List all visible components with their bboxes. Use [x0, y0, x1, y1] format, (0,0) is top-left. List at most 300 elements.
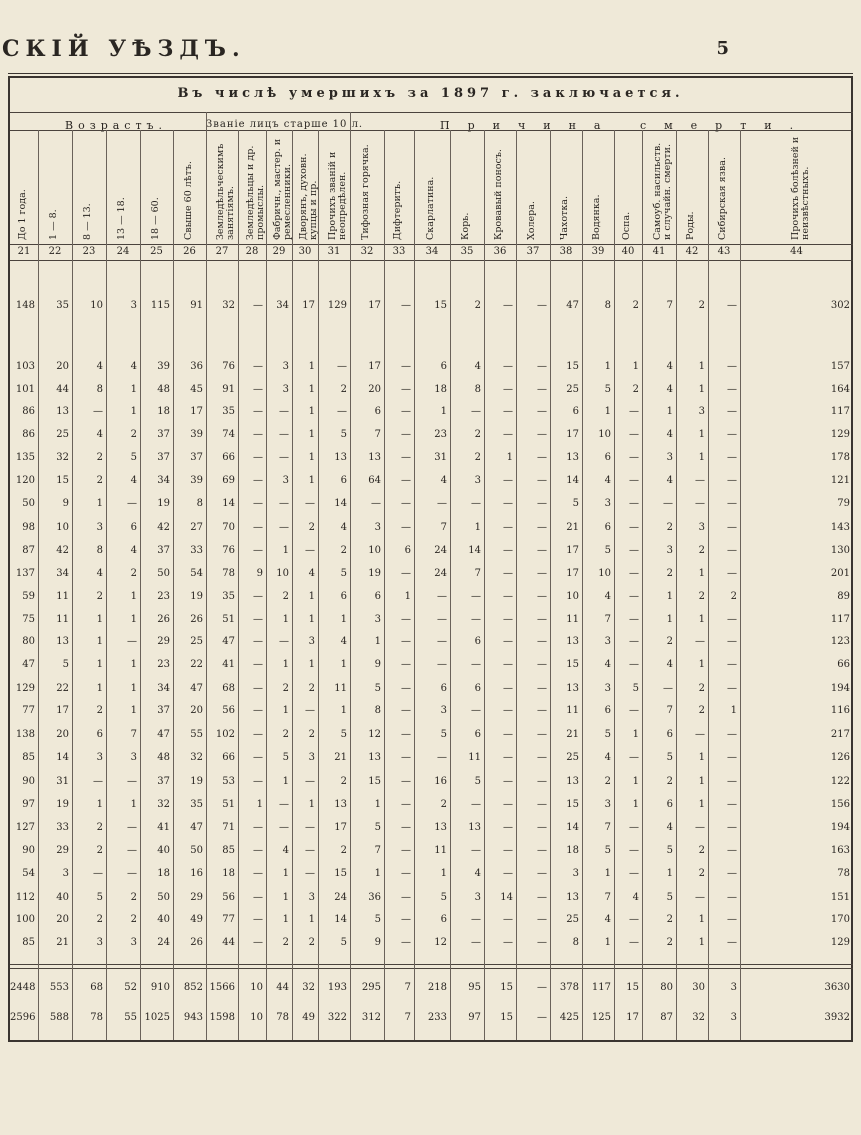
column-header-label: Дворянъ, духовн. купцы и пр.	[298, 153, 319, 240]
table-cell: —	[537, 799, 547, 810]
totals-cell: 3	[730, 982, 737, 993]
table-cell: 25	[190, 636, 203, 647]
table-cell: 1	[96, 636, 103, 647]
totals-cell: 3630	[824, 982, 850, 993]
table-cell: 4	[130, 475, 137, 486]
table-cell: 13	[566, 683, 579, 694]
table-cell: 48	[157, 384, 170, 395]
table-cell: 17	[190, 406, 203, 417]
table-cell: —	[503, 384, 513, 395]
table-cell: 8	[474, 384, 481, 395]
table-cell: 26	[157, 614, 170, 625]
table-cell: 32	[222, 300, 235, 311]
totals-cell: 80	[660, 982, 673, 993]
table-cell: 157	[830, 361, 850, 372]
table-cell: 1	[96, 683, 103, 694]
table-cell: 78	[222, 568, 235, 579]
table-cell: —	[401, 659, 411, 670]
table-cell: —	[253, 752, 263, 763]
totals-cell: 378	[559, 982, 579, 993]
table-cell: —	[537, 729, 547, 740]
table-cell: —	[629, 845, 639, 856]
group-header-rank: Званіе лицъ старше 10 л.	[206, 119, 364, 130]
table-cell: 1	[130, 591, 137, 602]
table-cell: —	[629, 752, 639, 763]
table-cell: 1	[308, 659, 315, 670]
table-cell: —	[471, 659, 481, 670]
table-cell: —	[537, 892, 547, 903]
table-cell: —	[727, 614, 737, 625]
table-cell: 3	[282, 384, 289, 395]
table-cell: —	[663, 498, 673, 509]
table-cell: 14	[500, 892, 513, 903]
table-cell: 2	[96, 914, 103, 925]
table-cell: 4	[474, 868, 481, 879]
table-cell: 4	[308, 568, 315, 579]
table-cell: 15	[566, 659, 579, 670]
table-cell: —	[279, 498, 289, 509]
column-header-label: Водянка.	[591, 194, 602, 240]
table-cell: 148	[15, 300, 35, 311]
table-cell: —	[471, 799, 481, 810]
column-header-label: Роды.	[685, 211, 696, 240]
column-number: 43	[717, 246, 731, 257]
table-cell: 1	[282, 892, 289, 903]
table-cell: 32	[190, 752, 203, 763]
table-cell: 6	[130, 522, 137, 533]
table-cell: 8	[572, 937, 579, 948]
column-number: 44	[790, 246, 803, 257]
table-cell: 33	[56, 822, 69, 833]
table-cell: 4	[666, 384, 673, 395]
table-cell: 5	[282, 752, 289, 763]
table-cell: 21	[334, 752, 347, 763]
table-cell: 59	[22, 591, 35, 602]
column-header-label: 8 — 13.	[82, 203, 93, 240]
table-cell: 5	[374, 914, 381, 925]
table-cell: 7	[374, 845, 381, 856]
mortality-table	[8, 76, 853, 1042]
table-cell: 1	[632, 361, 639, 372]
totals-cell: 233	[427, 1012, 447, 1023]
table-cell: 34	[276, 300, 289, 311]
table-cell: —	[727, 659, 737, 670]
table-cell: —	[253, 705, 263, 716]
table-cell: 4	[96, 361, 103, 372]
table-cell: 4	[96, 429, 103, 440]
table-cell: 34	[157, 475, 170, 486]
column-rule	[484, 130, 485, 1040]
table-cell: 74	[222, 429, 235, 440]
table-cell: —	[371, 498, 381, 509]
table-cell: 47	[190, 683, 203, 694]
table-cell: —	[537, 937, 547, 948]
table-cell: —	[727, 406, 737, 417]
table-cell: 1	[308, 361, 315, 372]
table-cell: 76	[222, 545, 235, 556]
table-cell: 50	[157, 568, 170, 579]
table-cell: 55	[190, 729, 203, 740]
table-cell: —	[401, 729, 411, 740]
table-cell: 45	[190, 384, 203, 395]
table-cell: —	[127, 845, 137, 856]
table-cell: 6	[604, 522, 611, 533]
column-rule	[238, 130, 239, 1040]
totals-cell: 193	[327, 982, 347, 993]
table-cell: 4	[604, 659, 611, 670]
table-cell: 3	[96, 937, 103, 948]
table-cell: 1	[404, 591, 411, 602]
table-cell: —	[629, 522, 639, 533]
table-cell: 20	[190, 705, 203, 716]
table-cell: —	[503, 429, 513, 440]
table-cell: 18	[566, 845, 579, 856]
column-rule	[173, 130, 174, 1040]
table-cell: 14	[334, 914, 347, 925]
table-cell: 1	[698, 799, 705, 810]
table-cell: —	[537, 475, 547, 486]
table-cell: 13	[566, 452, 579, 463]
table-cell: 14	[56, 752, 69, 763]
table-cell: —	[503, 522, 513, 533]
table-cell: —	[537, 498, 547, 509]
totals-cell: 7	[404, 982, 411, 993]
table-cell: —	[401, 892, 411, 903]
table-cell: 3	[282, 361, 289, 372]
table-cell: —	[727, 868, 737, 879]
table-cell: 143	[830, 522, 850, 533]
table-cell: 4	[130, 361, 137, 372]
table-cell: 8	[96, 545, 103, 556]
table-cell: 31	[56, 776, 69, 787]
table-cell: —	[401, 300, 411, 311]
column-rule	[266, 130, 267, 1040]
table-cell: 90	[22, 776, 35, 787]
table-cell: 101	[15, 384, 35, 395]
column-number: 26	[183, 246, 196, 257]
table-cell: 37	[157, 545, 170, 556]
table-cell: —	[253, 522, 263, 533]
table-cell: 37	[190, 452, 203, 463]
table-cell: —	[305, 868, 315, 879]
table-cell: 10	[90, 300, 103, 311]
table-cell: 5	[572, 498, 579, 509]
table-cell: 23	[157, 659, 170, 670]
table-cell: 2	[96, 591, 103, 602]
table-cell: 48	[157, 752, 170, 763]
table-cell: —	[727, 636, 737, 647]
table-cell: —	[537, 822, 547, 833]
table-cell: 17	[56, 705, 69, 716]
table-cell: 2	[340, 845, 347, 856]
table-cell: 3	[572, 868, 579, 879]
totals-cell: 10	[250, 1012, 263, 1023]
table-cell: 138	[15, 729, 35, 740]
table-cell: 3	[130, 300, 137, 311]
column-rule	[450, 130, 451, 1040]
table-cell: 156	[830, 799, 850, 810]
table-cell: —	[93, 868, 103, 879]
column-number: 21	[17, 246, 31, 257]
table-cell: 11	[334, 683, 347, 694]
table-cell: 6	[404, 545, 411, 556]
table-cell: 36	[368, 892, 381, 903]
table-cell: 37	[157, 776, 170, 787]
table-cell: 70	[222, 522, 235, 533]
table-cell: 20	[368, 384, 381, 395]
table-cell: —	[471, 937, 481, 948]
table-cell: 35	[56, 300, 69, 311]
table-cell: —	[253, 683, 263, 694]
column-number: 42	[685, 246, 699, 257]
table-cell: 9	[256, 568, 263, 579]
column-number: 29	[272, 246, 286, 257]
table-cell: 2	[666, 914, 673, 925]
table-cell: —	[537, 752, 547, 763]
table-cell: 151	[830, 892, 850, 903]
table-cell: —	[471, 614, 481, 625]
table-cell: 24	[434, 568, 447, 579]
table-cell: 112	[15, 892, 35, 903]
table-cell: 24	[334, 892, 347, 903]
totals-cell: 910	[150, 982, 170, 993]
totals-cell: 15	[626, 982, 639, 993]
table-cell: 1	[604, 868, 611, 879]
table-cell: 127	[15, 822, 35, 833]
table-cell: 201	[830, 568, 850, 579]
table-cell: —	[253, 659, 263, 670]
table-cell: 5	[440, 892, 447, 903]
column-number: 28	[245, 246, 259, 257]
table-cell: —	[537, 522, 547, 533]
table-cell: —	[401, 914, 411, 925]
table-cell: 3	[474, 475, 481, 486]
table-cell: 71	[222, 822, 235, 833]
table-cell: 5	[632, 683, 639, 694]
table-cell: —	[471, 705, 481, 716]
table-cell: 23	[434, 429, 447, 440]
table-cell: —	[253, 868, 263, 879]
table-cell: —	[471, 845, 481, 856]
table-cell: 1	[604, 406, 611, 417]
table-cell: 41	[222, 659, 235, 670]
table-cell: 41	[157, 822, 170, 833]
table-cell: 5	[604, 845, 611, 856]
table-cell: —	[537, 659, 547, 670]
table-cell: 2	[308, 683, 315, 694]
column-header-label: Чахотка.	[559, 196, 570, 240]
table-cell: —	[503, 361, 513, 372]
table-cell: 3	[604, 799, 611, 810]
table-cell: —	[537, 705, 547, 716]
table-cell: 31	[434, 452, 447, 463]
column-rule	[384, 130, 385, 1040]
table-cell: —	[305, 705, 315, 716]
table-cell: 1	[698, 452, 705, 463]
totals-cell: 312	[361, 1012, 381, 1023]
table-cell: 3	[666, 545, 673, 556]
table-cell: 2	[282, 683, 289, 694]
table-cell: —	[537, 429, 547, 440]
table-cell: —	[727, 937, 737, 948]
table-cell: 129	[15, 683, 35, 694]
table-cell: —	[401, 822, 411, 833]
table-cell: 14	[566, 475, 579, 486]
table-cell: 36	[190, 361, 203, 372]
table-cell: —	[727, 522, 737, 533]
table-cell: 3	[96, 752, 103, 763]
group-header-cause: Причина смерти.	[440, 119, 812, 132]
table-cell: 11	[566, 614, 579, 625]
table-cell: 2	[666, 522, 673, 533]
table-cell: 25	[566, 914, 579, 925]
table-cell: 4	[604, 591, 611, 602]
table-cell: 3	[282, 475, 289, 486]
table-cell: —	[253, 429, 263, 440]
table-cell: 7	[374, 429, 381, 440]
table-cell: 47	[190, 822, 203, 833]
table-cell: 39	[190, 429, 203, 440]
table-cell: 69	[222, 475, 235, 486]
table-cell: 2	[96, 475, 103, 486]
table-cell: —	[279, 822, 289, 833]
table-cell: —	[305, 498, 315, 509]
table-cell: —	[537, 406, 547, 417]
table-cell: 1	[96, 498, 103, 509]
table-cell: 13	[566, 892, 579, 903]
totals-cell: 95	[468, 982, 481, 993]
column-number: 22	[48, 246, 62, 257]
table-cell: —	[503, 659, 513, 670]
rule-totals-top2	[10, 968, 853, 969]
table-cell: —	[401, 522, 411, 533]
table-cell: 7	[666, 300, 673, 311]
totals-cell: 32	[692, 1012, 705, 1023]
totals-cell: 588	[49, 1012, 69, 1023]
page-header	[0, 30, 861, 70]
table-cell: 87	[22, 545, 35, 556]
table-cell: 17	[566, 568, 579, 579]
column-number: 40	[621, 246, 635, 257]
column-number: 41	[652, 246, 666, 257]
table-cell: —	[503, 937, 513, 948]
table-cell: —	[629, 545, 639, 556]
table-cell: 25	[56, 429, 69, 440]
table-cell: 15	[56, 475, 69, 486]
table-cell: 14	[566, 822, 579, 833]
table-cell: 1	[256, 799, 263, 810]
table-cell: —	[629, 822, 639, 833]
table-cell: 2	[698, 545, 705, 556]
table-cell: 6	[604, 705, 611, 716]
table-cell: —	[695, 892, 705, 903]
totals-cell: 30	[692, 982, 705, 993]
table-cell: 1	[130, 614, 137, 625]
table-cell: 34	[56, 568, 69, 579]
table-cell: 4	[340, 636, 347, 647]
table-cell: 2	[308, 522, 315, 533]
table-cell: 3	[698, 522, 705, 533]
table-cell: —	[537, 636, 547, 647]
table-cell: 3	[308, 892, 315, 903]
table-cell: 20	[56, 361, 69, 372]
column-header-label: Прочихъ болѣзней и неизвѣстныхъ.	[789, 136, 811, 240]
table-cell: 4	[604, 752, 611, 763]
totals-cell: 852	[183, 982, 203, 993]
table-cell: 115	[150, 300, 170, 311]
table-cell: 51	[222, 799, 235, 810]
table-cell: 123	[830, 636, 850, 647]
table-cell: —	[401, 845, 411, 856]
table-cell: 18	[222, 868, 235, 879]
totals-cell: 425	[559, 1012, 579, 1023]
table-cell: 120	[15, 475, 35, 486]
table-cell: —	[537, 384, 547, 395]
table-cell: 6	[604, 452, 611, 463]
table-cell: 3	[374, 522, 381, 533]
table-cell: 14	[334, 498, 347, 509]
table-cell: 9	[62, 498, 69, 509]
rule-colnums	[10, 260, 853, 261]
table-cell: 5	[440, 729, 447, 740]
table-cell: 6	[474, 636, 481, 647]
table-cell: 6	[96, 729, 103, 740]
table-cell: 1	[308, 914, 315, 925]
table-cell: 1	[282, 659, 289, 670]
table-cell: 27	[190, 522, 203, 533]
table-cell: 56	[222, 892, 235, 903]
table-caption: Въ числѣ умершихъ за 1897 г. заключается.	[177, 86, 684, 101]
table-cell: 35	[222, 591, 235, 602]
table-cell: 29	[56, 845, 69, 856]
column-header-label: Сибирская язва.	[717, 157, 728, 240]
table-cell: 5	[604, 729, 611, 740]
table-cell: —	[253, 892, 263, 903]
column-number: 31	[327, 246, 341, 257]
table-cell: 2	[282, 591, 289, 602]
table-cell: 129	[327, 300, 347, 311]
table-cell: 1	[130, 406, 137, 417]
column-number: 35	[460, 246, 474, 257]
table-cell: 3	[666, 452, 673, 463]
totals-cell: 2596	[10, 1012, 36, 1023]
table-cell: 24	[434, 545, 447, 556]
totals-cell: 1566	[209, 982, 235, 993]
table-cell: 2	[698, 683, 705, 694]
table-cell: 6	[340, 475, 347, 486]
table-cell: —	[727, 729, 737, 740]
table-cell: 18	[434, 384, 447, 395]
table-cell: —	[727, 914, 737, 925]
table-cell: 4	[666, 361, 673, 372]
table-cell: 13	[56, 636, 69, 647]
column-rule	[140, 130, 141, 1040]
table-cell: 2	[340, 545, 347, 556]
table-cell: 4	[666, 429, 673, 440]
table-cell: —	[337, 361, 347, 372]
column-rule	[318, 130, 319, 1040]
table-cell: 90	[22, 845, 35, 856]
table-cell: —	[253, 776, 263, 787]
table-cell: —	[503, 822, 513, 833]
table-cell: 2	[698, 300, 705, 311]
table-cell: —	[401, 683, 411, 694]
table-cell: 21	[56, 937, 69, 948]
table-cell: 9	[374, 659, 381, 670]
table-cell: —	[629, 498, 639, 509]
table-cell: 7	[604, 822, 611, 833]
table-cell: 50	[190, 845, 203, 856]
